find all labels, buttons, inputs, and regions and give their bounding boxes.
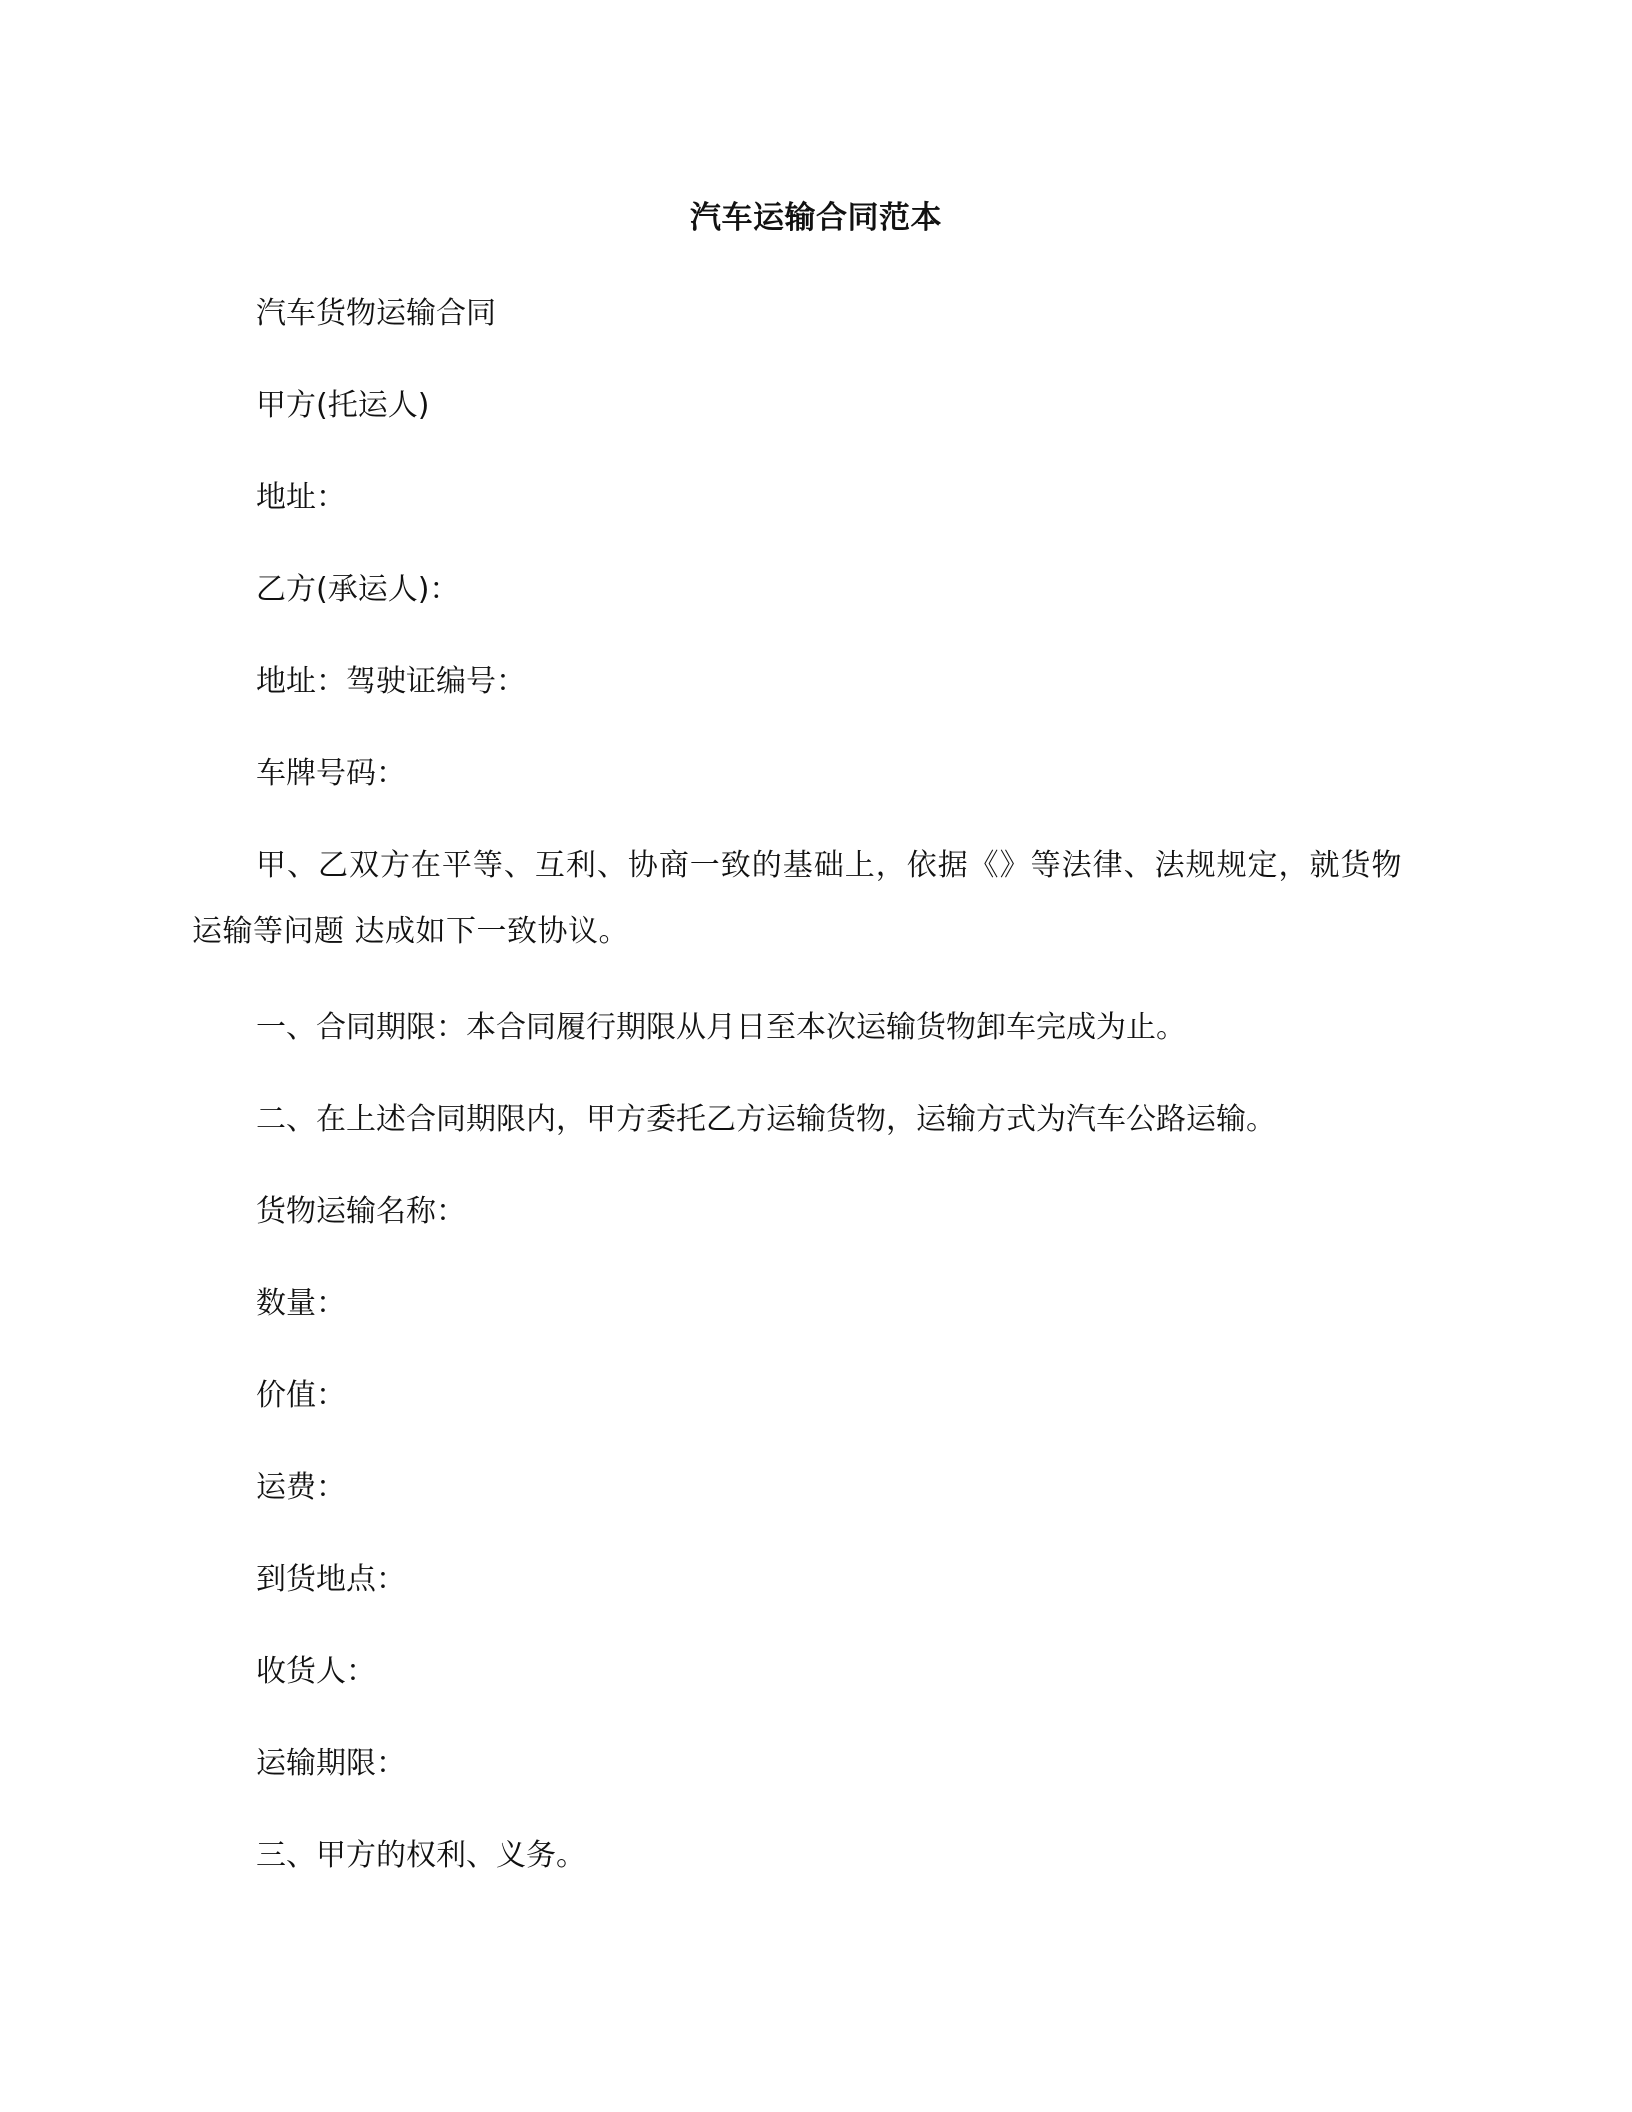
arrival-location: 到货地点： xyxy=(256,1562,406,1597)
party-b-address-license: 地址：驾驶证编号： xyxy=(256,664,526,699)
agreement-paragraph: 甲、乙双方在平等、互利、协商一致的基础上，依据《》等法律、法规规定，就货物运输等问题 达成如下一致协议。 xyxy=(192,848,1402,949)
clause-1-term: 一、合同期限：本合同履行期限从月日至本次运输货物卸车完成为止。 xyxy=(256,1010,1186,1045)
consignee: 收货人： xyxy=(256,1654,376,1689)
cargo-value: 价值： xyxy=(256,1378,346,1413)
clause-2-transport: 二、在上述合同期限内，甲方委托乙方运输货物，运输方式为汽车公路运输。 xyxy=(256,1102,1276,1137)
transport-period: 运输期限： xyxy=(256,1746,406,1781)
freight-fee: 运费： xyxy=(256,1470,346,1505)
contract-subtitle: 汽车货物运输合同 xyxy=(256,296,496,331)
plate-number: 车牌号码： xyxy=(256,756,406,791)
party-a-label: 甲方(托运人) xyxy=(256,388,430,423)
party-a-address: 地址： xyxy=(256,480,346,515)
cargo-name: 货物运输名称： xyxy=(256,1194,466,1229)
clause-3-party-a-rights: 三、甲方的权利、义务。 xyxy=(256,1838,586,1873)
document-title: 汽车运输合同范本 xyxy=(690,200,942,236)
cargo-quantity: 数量： xyxy=(256,1286,346,1321)
party-b-label: 乙方(承运人)： xyxy=(256,572,460,607)
